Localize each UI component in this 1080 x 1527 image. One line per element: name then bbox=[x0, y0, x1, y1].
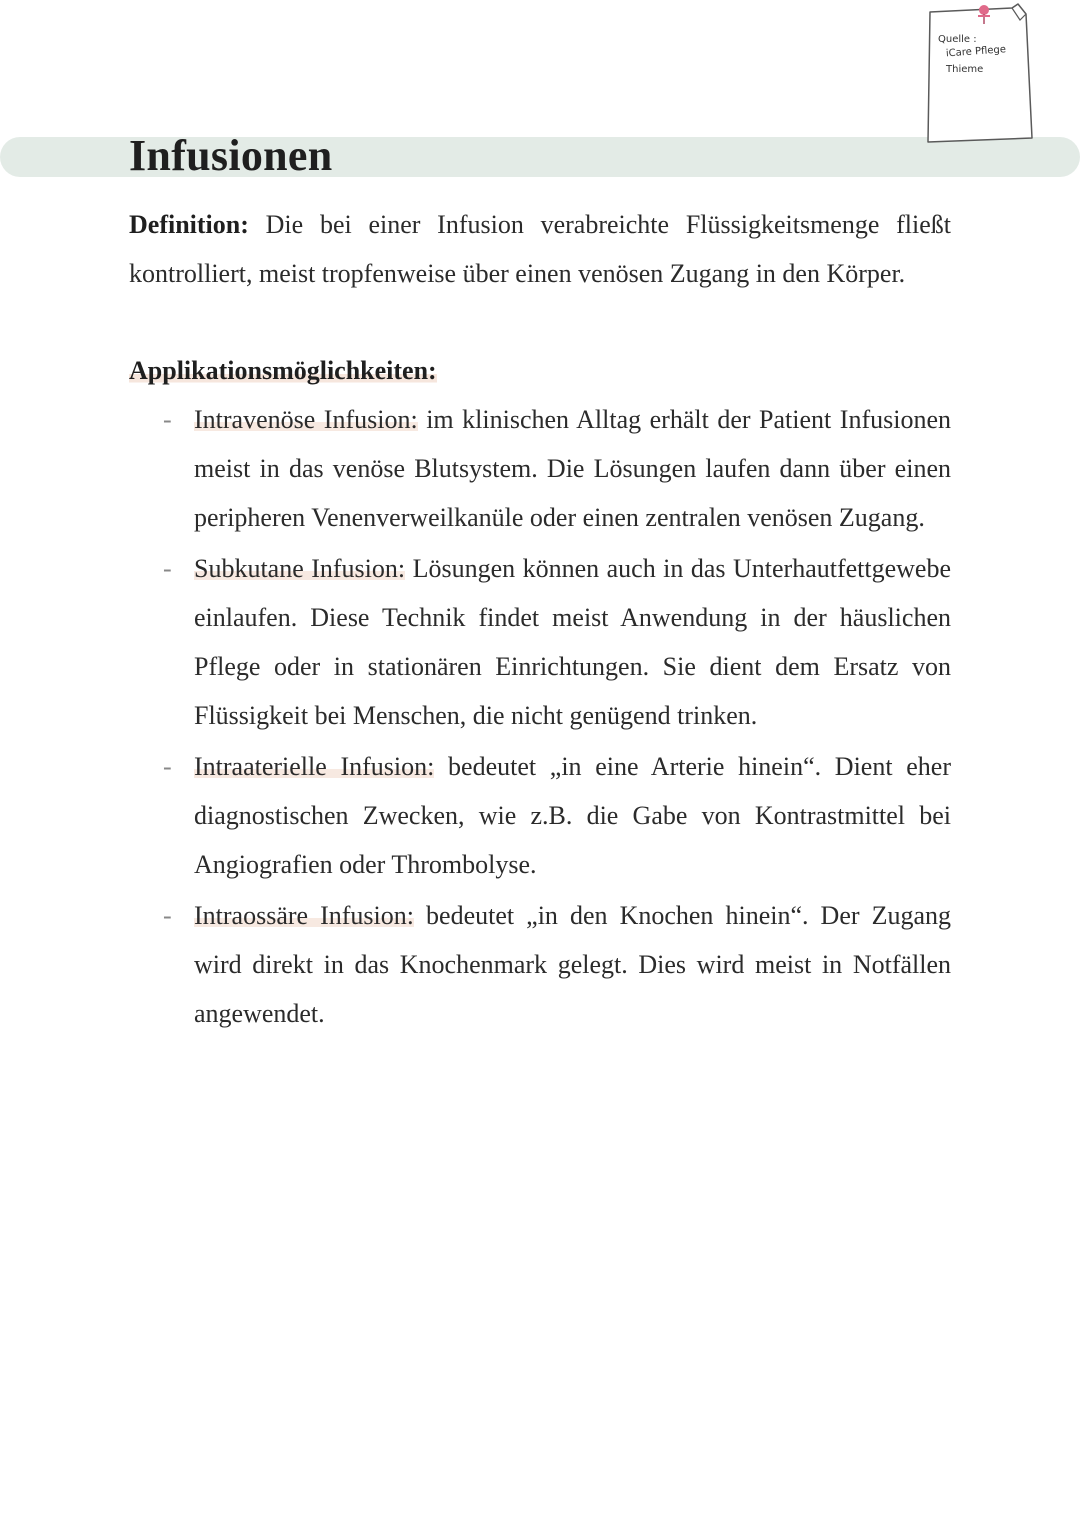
list-item bbox=[129, 544, 951, 740]
source-text bbox=[938, 32, 1006, 77]
list-item bbox=[129, 395, 951, 542]
applications-heading bbox=[129, 346, 951, 395]
list-item-text: bedeutet „in den Knochen hinein“. Der Zugang wird direkt in das Knochenmark gelegt. Dies wird meist in Notfällen angewendet. bbox=[194, 901, 952, 1028]
source-book: iCare Pflege bbox=[945, 44, 1007, 60]
definition-text: Die bei einer Infusion verabreichte Flüssigkeitsmenge fließt kontrolliert, meist tropfenweise über einen venösen Zugang in den Körper. bbox=[129, 210, 951, 288]
page-title: Infusionen bbox=[129, 131, 333, 180]
content bbox=[129, 200, 951, 1040]
list-item-text: im klinischen Alltag erhält der Patient Infusionen meist in das venöse Blutsystem. Die Lösungen laufen dann über einen peripheren Venenverweilkanüle oder einen zentralen venösen Zugang. bbox=[194, 405, 951, 532]
list-item-text: bedeutet „in eine Arterie hinein“. Dient eher diagnostischen Zwecken, wie z.B. die Gabe von Kontrastmittel bei Angiografien oder Thrombolyse. bbox=[194, 752, 951, 879]
list-item-term: Intravenöse Infusion: bbox=[194, 405, 418, 434]
list-item-term: Subkutane Infusion: bbox=[194, 554, 406, 583]
list-item-term: Intraaterielle Infusion: bbox=[194, 752, 435, 781]
dash-bullet-icon: - bbox=[163, 752, 172, 781]
source-publisher: Thieme bbox=[946, 64, 984, 75]
dash-bullet-icon: - bbox=[163, 901, 172, 930]
source-note bbox=[924, 0, 1036, 148]
dash-bullet-icon: - bbox=[163, 554, 172, 583]
applications-heading-text: Applikationsmöglichkeiten: bbox=[129, 356, 437, 385]
dash-bullet-icon: - bbox=[163, 405, 172, 434]
definition-label: Definition: bbox=[129, 210, 249, 239]
list-item bbox=[129, 742, 951, 889]
definition-paragraph bbox=[129, 200, 951, 298]
source-label: Quelle : bbox=[938, 34, 977, 45]
list-item bbox=[129, 891, 951, 1038]
list-item-term: Intraossäre Infusion: bbox=[194, 901, 414, 930]
applications-list bbox=[129, 395, 951, 1038]
list-item-text: Lösungen können auch in das Unterhautfettgewebe einlaufen. Diese Technik findet meist Anwendung in der häuslichen Pflege oder in stationären Einrichtungen. Sie dient dem Ersatz von Flüssigkeit bei Menschen, die nicht genügend trinken. bbox=[194, 554, 951, 730]
